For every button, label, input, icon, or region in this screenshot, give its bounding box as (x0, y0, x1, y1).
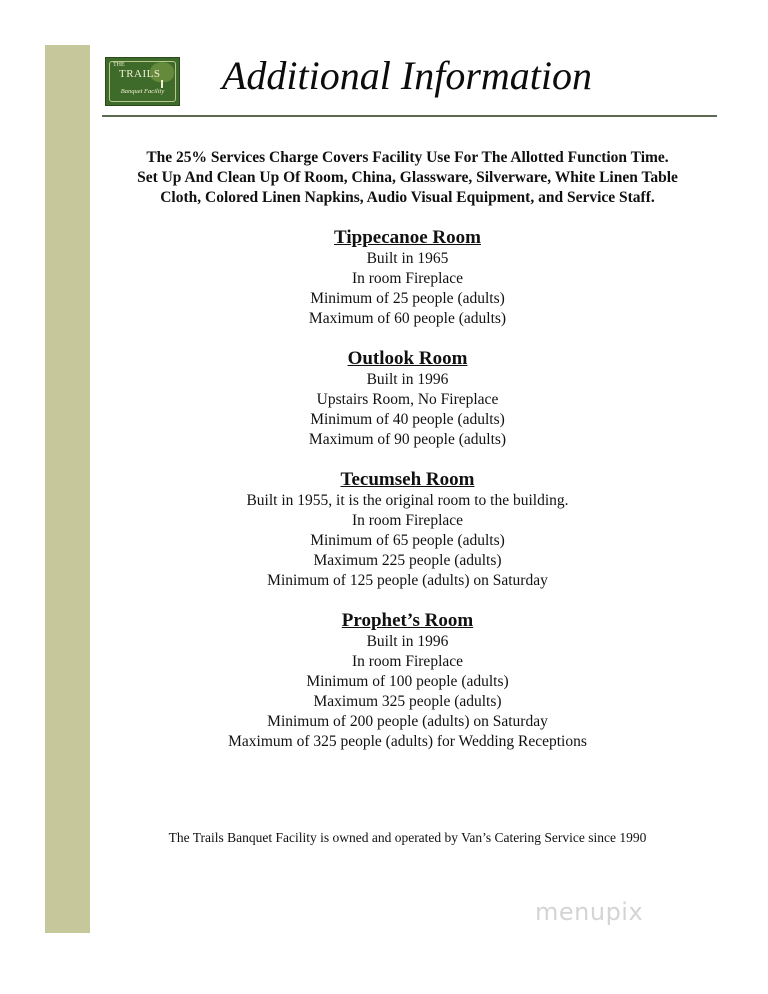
room-detail: In room Fireplace (351, 270, 464, 287)
service-charge-intro (100, 148, 715, 208)
room-detail: Maximum of 325 people (adults) for Wedding Receptions (228, 733, 587, 750)
room-prophets (100, 610, 715, 752)
room-detail: Maximum 225 people (adults) (313, 552, 502, 569)
room-tecumseh (100, 469, 715, 591)
menupix-watermark: menupix (535, 898, 644, 926)
room-detail: Minimum of 200 people (adults) on Saturday (267, 713, 548, 730)
room-detail: Maximum of 90 people (adults) (308, 431, 507, 448)
tree-trunk-icon (161, 80, 163, 88)
room-detail: Minimum of 125 people (adults) on Saturday (267, 572, 548, 589)
room-detail: Minimum of 100 people (adults) (306, 673, 509, 690)
ownership-footer: The Trails Banquet Facility is owned and operated by Van’s Catering Service since 1990 (168, 830, 647, 845)
logo-the-text: THE (113, 62, 125, 68)
room-outlook (100, 348, 715, 450)
intro-line: Set Up And Clean Up Of Room, China, Glassware, Silverware, White Linen Table (137, 169, 678, 186)
room-name: Tecumseh Room (340, 469, 475, 490)
room-name: Outlook Room (347, 348, 468, 369)
room-detail: Minimum of 65 people (adults) (310, 532, 505, 549)
room-detail: Minimum of 25 people (adults) (310, 290, 505, 307)
logo-subtitle: Banquet Facility (120, 88, 165, 95)
trails-logo (105, 57, 180, 106)
room-detail: Minimum of 40 people (adults) (310, 411, 505, 428)
room-name: Prophet’s Room (341, 610, 474, 631)
room-detail: In room Fireplace (351, 512, 464, 529)
room-detail: Maximum of 60 people (adults) (308, 310, 507, 327)
room-tippecanoe (100, 227, 715, 329)
intro-line: The 25% Services Charge Covers Facility Use For The Allotted Function Time. (146, 149, 669, 166)
room-detail: Upstairs Room, No Fireplace (316, 391, 499, 408)
title-divider (102, 115, 717, 117)
logo-trails-text: TRAILS (119, 68, 161, 80)
room-detail: Maximum 325 people (adults) (313, 693, 502, 710)
rooms-list (100, 227, 715, 771)
decorative-side-bar (45, 45, 90, 933)
room-detail: Built in 1996 (366, 633, 449, 650)
room-detail: In room Fireplace (351, 653, 464, 670)
room-name: Tippecanoe Room (334, 227, 481, 248)
intro-line: Cloth, Colored Linen Napkins, Audio Visual Equipment, and Service Staff. (160, 189, 655, 206)
room-detail: Built in 1996 (366, 371, 449, 388)
room-detail: Built in 1965 (366, 250, 449, 267)
room-detail: Built in 1955, it is the original room to the building. (246, 492, 569, 509)
page-title: Additional Information (222, 53, 592, 98)
